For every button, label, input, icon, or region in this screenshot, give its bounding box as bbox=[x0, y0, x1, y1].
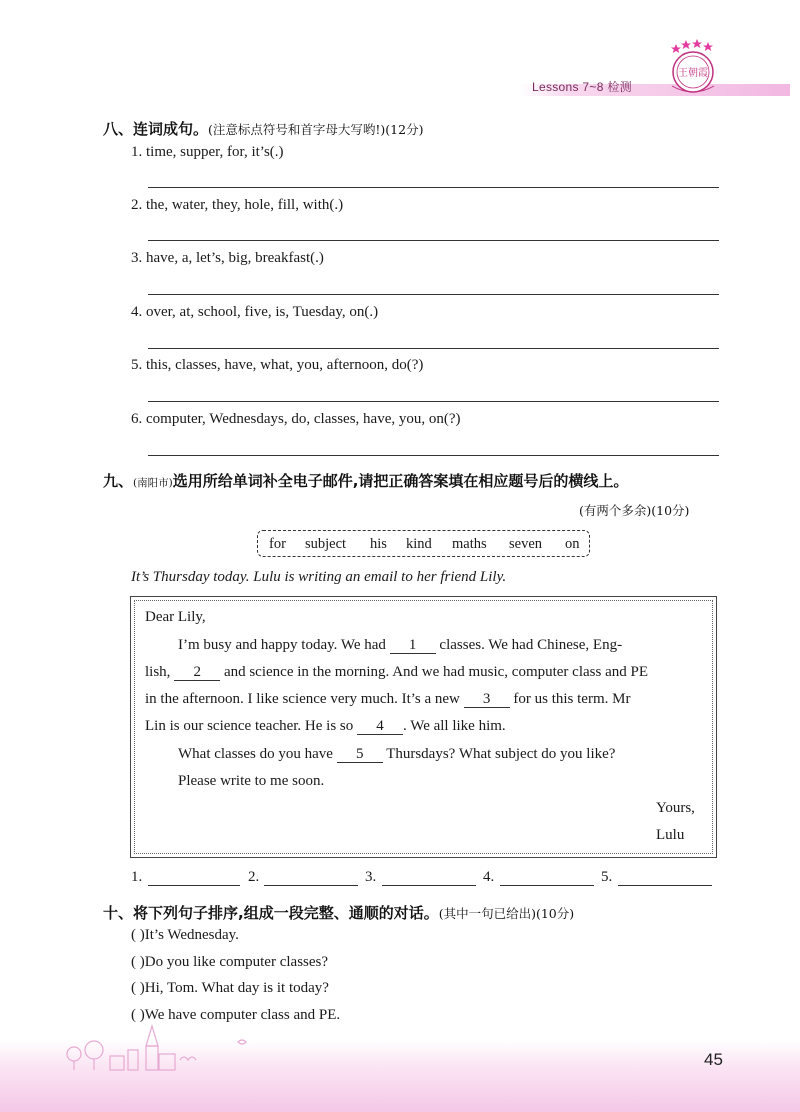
section9-source: (南阳市) bbox=[133, 477, 173, 489]
word-bank bbox=[257, 530, 590, 557]
s8-item-2: 2. the, water, they, hole, fill, with(.) bbox=[131, 197, 344, 213]
answer-blank-1[interactable] bbox=[148, 885, 240, 886]
answer-label-1: 1. bbox=[131, 869, 143, 885]
section10-title: 十、将下列句子排序,组成一段完整、通顺的对话。 bbox=[103, 904, 439, 922]
logo-text: 王朝霞 bbox=[678, 68, 708, 79]
answer-label-3: 3. bbox=[365, 869, 377, 885]
word-bank-word: seven bbox=[509, 536, 543, 552]
s8-item-5: 5. this, classes, have, what, you, afternoon, do(?) bbox=[131, 357, 424, 373]
footer-castle-illustration bbox=[60, 1020, 270, 1072]
answer-blank-2[interactable] bbox=[264, 885, 358, 886]
email-blank-3[interactable]: 3 bbox=[464, 692, 510, 708]
word-bank-word: for bbox=[269, 536, 286, 552]
s10-item-2: ( )Do you like computer classes? bbox=[131, 954, 329, 970]
email-text: Lin is our science teacher. He is so bbox=[145, 718, 354, 734]
s8-item-1: 1. time, supper, for, it’s(.) bbox=[131, 144, 284, 160]
answer-line-1[interactable] bbox=[148, 187, 719, 188]
s8-item-4: 4. over, at, school, five, is, Tuesday, on(.) bbox=[131, 304, 379, 320]
s10-item-3: ( )Hi, Tom. What day is it today? bbox=[131, 980, 329, 996]
word-bank-word: his bbox=[370, 536, 387, 552]
email-blank-2[interactable]: 2 bbox=[174, 665, 220, 681]
email-blank-5[interactable]: 5 bbox=[337, 747, 383, 763]
answer-blank-3[interactable] bbox=[382, 885, 476, 886]
email-greeting: Dear Lily, bbox=[145, 609, 206, 625]
answer-label-2: 2. bbox=[248, 869, 260, 885]
email-text: What classes do you have bbox=[178, 746, 333, 762]
section9-title: 选用所给单词补全电子邮件,请把正确答案填在相应题号后的横线上。 bbox=[172, 472, 629, 490]
email-text: for us this term. Mr bbox=[513, 691, 631, 707]
s10-item-1: ( )It’s Wednesday. bbox=[131, 927, 239, 943]
word-bank-word: maths bbox=[452, 536, 487, 552]
email-line-6: Please write to me soon. bbox=[178, 773, 325, 789]
email-signature: Lulu bbox=[656, 827, 685, 843]
answer-line-3[interactable] bbox=[148, 294, 719, 295]
email-text: in the afternoon. I like science very much. It’s a new bbox=[145, 691, 460, 707]
section8-note: (注意标点符号和首字母大写哟!)(12分) bbox=[208, 122, 424, 137]
answer-label-4: 4. bbox=[483, 869, 495, 885]
answer-blank-4[interactable] bbox=[500, 885, 594, 886]
word-bank-word: on bbox=[565, 536, 580, 552]
email-line-2 bbox=[145, 664, 648, 681]
email-text: I’m busy and happy today. We had bbox=[178, 637, 386, 653]
section8-heading bbox=[103, 118, 423, 139]
email-text: Thursdays? What subject do you like? bbox=[386, 746, 616, 762]
email-text: lish, bbox=[145, 664, 171, 680]
answer-line-5[interactable] bbox=[148, 401, 719, 402]
email-blank-1[interactable]: 1 bbox=[390, 638, 436, 654]
email-line-4 bbox=[145, 718, 506, 735]
answer-label-5: 5. bbox=[601, 869, 613, 885]
answer-line-6[interactable] bbox=[148, 455, 719, 456]
section9-note: (有两个多余)(10分) bbox=[579, 503, 690, 518]
page-number: 45 bbox=[704, 1050, 723, 1069]
brand-logo bbox=[664, 36, 722, 98]
answer-line-2[interactable] bbox=[148, 240, 719, 241]
email-intro: It’s Thursday today. Lulu is writing an email to her friend Lily. bbox=[131, 569, 507, 585]
s10-item-4: ( )We have computer class and PE. bbox=[131, 1007, 341, 1023]
email-text: . We all like him. bbox=[403, 718, 506, 734]
section9-note-row bbox=[579, 501, 689, 519]
email-line-5 bbox=[178, 746, 615, 763]
answer-line-4[interactable] bbox=[148, 348, 719, 349]
s8-item-3: 3. have, a, let’s, big, breakfast(.) bbox=[131, 250, 324, 266]
answer-blank-5[interactable] bbox=[618, 885, 712, 886]
email-text: and science in the morning. And we had music, computer class and PE bbox=[223, 664, 649, 680]
word-bank-word: kind bbox=[406, 536, 432, 552]
lessons-label: Lessons 7~8 检测 bbox=[532, 80, 632, 94]
section9-prefix: 九、 bbox=[103, 472, 134, 490]
email-closing: Yours, bbox=[656, 800, 695, 816]
s8-item-6: 6. computer, Wednesdays, do, classes, have, you, on(?) bbox=[131, 411, 461, 427]
section10-heading bbox=[103, 902, 574, 923]
word-bank-word: subject bbox=[305, 536, 347, 552]
section10-note: (其中一句已给出)(10分) bbox=[438, 906, 575, 921]
email-blank-4[interactable]: 4 bbox=[357, 719, 403, 735]
section8-title: 八、连词成句。 bbox=[103, 120, 209, 138]
section9-heading bbox=[103, 470, 628, 491]
email-line-3 bbox=[145, 691, 630, 708]
email-line-1 bbox=[178, 637, 622, 654]
email-text: classes. We had Chinese, Eng- bbox=[439, 637, 623, 653]
